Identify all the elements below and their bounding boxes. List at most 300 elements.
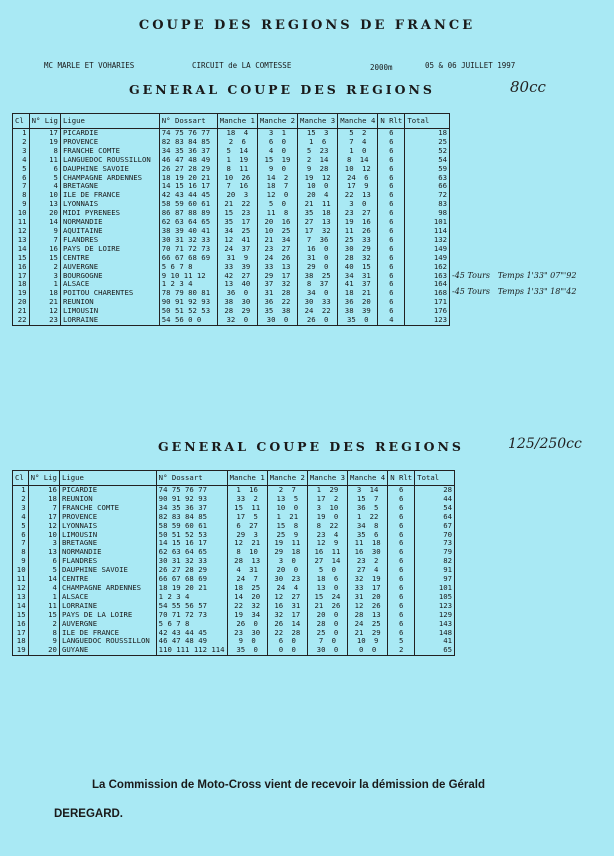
cell-moto-2: 18 7 (257, 182, 297, 191)
cell-moto-1: 5 14 (217, 147, 257, 156)
cell-moto-3: 21 26 (307, 602, 347, 611)
cell-rank: 17 (13, 272, 30, 281)
cell-moto-3: 31 0 (298, 254, 338, 263)
cell-league: PICARDIE (59, 486, 156, 495)
cell-total: 54 (415, 504, 455, 513)
cell-moto-4: 7 4 (338, 138, 378, 147)
cell-results-count: 6 (388, 531, 415, 540)
cell-rank: 21 (13, 307, 30, 316)
cell-bib-numbers: 78 79 80 81 (159, 289, 217, 298)
cell-total: 123 (415, 602, 455, 611)
cell-moto-2: 10 25 (257, 227, 297, 236)
cell-rank: 16 (13, 263, 30, 272)
cell-moto-4: 3 14 (348, 486, 388, 495)
cell-rank: 1 (13, 486, 29, 495)
table-row (13, 548, 455, 557)
cell-moto-3: 20 4 (298, 191, 338, 200)
cell-moto-4: 5 2 (338, 129, 378, 138)
cell-league-no: 6 (28, 557, 59, 566)
cell-league-no: 16 (28, 486, 59, 495)
cell-moto-3: 12 9 (307, 539, 347, 548)
cell-league: LORRAINE (59, 602, 156, 611)
table-row (13, 522, 455, 531)
cell-bib-numbers: 62 63 64 65 (159, 218, 217, 227)
cell-moto-1: 28 29 (217, 307, 257, 316)
cell-bib-numbers: 14 15 16 17 (156, 539, 227, 548)
cell-rank: 10 (13, 566, 29, 575)
cell-results-count: 6 (388, 486, 415, 495)
cell-moto-1: 20 3 (217, 191, 257, 200)
cell-results-count: 6 (378, 307, 405, 316)
cell-moto-2: 31 28 (257, 289, 297, 298)
table-row (13, 147, 450, 156)
cell-moto-4: 10 9 (348, 637, 388, 646)
cell-bib-numbers: 34 35 36 37 (156, 504, 227, 513)
cell-bib-numbers: 66 67 68 69 (156, 575, 227, 584)
section1-class-note: 80cc (510, 78, 546, 96)
cell-bib-numbers: 82 83 84 85 (156, 513, 227, 522)
cell-moto-3: 8 22 (307, 522, 347, 531)
cell-bib-numbers: 42 43 44 45 (156, 629, 227, 638)
cell-results-count: 6 (378, 218, 405, 227)
cell-league: LANGUEDOC ROUSSILLON (59, 637, 156, 646)
cell-results-count: 6 (388, 629, 415, 638)
cell-league: DAUPHINE SAVOIE (60, 165, 159, 174)
cell-rank: 3 (13, 504, 29, 513)
cell-moto-4: 32 19 (348, 575, 388, 584)
column-header-moto-3: Manche 3 (307, 471, 347, 486)
cell-league-no: 2 (29, 263, 60, 272)
cell-league-no: 12 (28, 522, 59, 531)
cell-moto-2: 33 13 (257, 263, 297, 272)
table-row (13, 165, 450, 174)
cell-league: FLANDRES (59, 557, 156, 566)
cell-league-no: 9 (28, 637, 59, 646)
cell-moto-4: 34 8 (348, 522, 388, 531)
cell-moto-2: 32 17 (267, 611, 307, 620)
cell-results-count: 6 (388, 593, 415, 602)
cell-results-count: 6 (378, 147, 405, 156)
cell-moto-2: 16 31 (267, 602, 307, 611)
cell-bib-numbers: 86 87 88 89 (159, 209, 217, 218)
cell-moto-2: 37 32 (257, 280, 297, 289)
cell-results-count: 6 (378, 236, 405, 245)
results-table-125-250cc (12, 470, 455, 656)
cell-moto-2: 29 18 (267, 548, 307, 557)
cell-rank: 1 (13, 129, 30, 138)
cell-moto-1: 19 34 (227, 611, 267, 620)
cell-bib-numbers: 18 19 20 21 (159, 174, 217, 183)
table-row (13, 245, 450, 254)
cell-moto-1: 29 3 (227, 531, 267, 540)
cell-moto-2: 1 21 (267, 513, 307, 522)
cell-moto-3: 26 0 (298, 316, 338, 325)
cell-league-no: 3 (28, 539, 59, 548)
cell-league: ALSACE (60, 280, 159, 289)
table-row (13, 566, 455, 575)
cell-league: POITOU CHARENTES (60, 289, 159, 298)
cell-total: 149 (405, 245, 450, 254)
cell-moto-1: 9 0 (227, 637, 267, 646)
cell-moto-1: 10 26 (217, 174, 257, 183)
cell-rank: 3 (13, 147, 30, 156)
cell-bib-numbers: 90 91 92 93 (159, 298, 217, 307)
cell-moto-3: 19 12 (298, 174, 338, 183)
cell-total: 164 (405, 280, 450, 289)
cell-rank: 5 (13, 165, 30, 174)
cell-results-count: 6 (378, 174, 405, 183)
table-row (13, 495, 455, 504)
cell-moto-2: 4 0 (257, 147, 297, 156)
cell-results-count: 6 (378, 156, 405, 165)
cell-moto-2: 24 4 (267, 584, 307, 593)
table-row (13, 236, 450, 245)
cell-results-count: 5 (388, 637, 415, 646)
cell-moto-1: 36 0 (217, 289, 257, 298)
cell-bib-numbers: 110 111 112 114 (156, 646, 227, 655)
cell-league-no: 4 (29, 182, 60, 191)
cell-bib-numbers: 82 83 84 85 (159, 138, 217, 147)
cell-moto-4: 24 6 (338, 174, 378, 183)
table-row (13, 298, 450, 307)
cell-moto-2: 15 19 (257, 156, 297, 165)
cell-moto-4: 23 2 (348, 557, 388, 566)
cell-moto-1: 14 20 (227, 593, 267, 602)
cell-bib-numbers: 9 10 11 12 (159, 272, 217, 281)
cell-total: 171 (405, 298, 450, 307)
cell-moto-4: 12 26 (348, 602, 388, 611)
cell-rank: 8 (13, 191, 30, 200)
cell-league: PROVENCE (60, 138, 159, 147)
results-table-80cc (12, 113, 450, 326)
cell-total: 168 (405, 289, 450, 298)
cell-total: 132 (405, 236, 450, 245)
cell-results-count: 6 (388, 602, 415, 611)
cell-moto-4: 40 15 (338, 263, 378, 272)
cell-moto-2: 19 11 (267, 539, 307, 548)
cell-moto-2: 10 0 (267, 504, 307, 513)
cell-results-count: 6 (378, 129, 405, 138)
footer-line-2: DEREGARD. (54, 808, 124, 820)
cell-moto-4: 15 7 (348, 495, 388, 504)
cell-moto-4: 41 37 (338, 280, 378, 289)
cell-moto-2: 29 17 (257, 272, 297, 281)
cell-bib-numbers: 34 35 36 37 (159, 147, 217, 156)
cell-moto-1: 34 25 (217, 227, 257, 236)
cell-league-no: 17 (28, 513, 59, 522)
cell-results-count: 6 (388, 504, 415, 513)
cell-results-count: 6 (388, 575, 415, 584)
column-header-moto-1: Manche 1 (227, 471, 267, 486)
table-row (13, 156, 450, 165)
cell-bib-numbers: 26 27 28 29 (159, 165, 217, 174)
cell-moto-4: 3 0 (338, 200, 378, 209)
cell-moto-3: 27 14 (307, 557, 347, 566)
cell-results-count: 6 (378, 280, 405, 289)
cell-bib-numbers: 62 63 64 65 (156, 548, 227, 557)
column-header-moto-2: Manche 2 (257, 114, 297, 129)
cell-moto-1: 26 0 (227, 620, 267, 629)
cell-moto-2: 6 0 (267, 637, 307, 646)
cell-league: LYONNAIS (60, 200, 159, 209)
cell-moto-4: 19 16 (338, 218, 378, 227)
cell-moto-3: 28 0 (307, 620, 347, 629)
cell-moto-4: 17 9 (338, 182, 378, 191)
cell-bib-numbers: 58 59 60 61 (156, 522, 227, 531)
cell-league-no: 8 (28, 629, 59, 638)
cell-moto-4: 10 12 (338, 165, 378, 174)
cell-total: 65 (415, 646, 455, 655)
table-row (13, 263, 450, 272)
cell-moto-3: 16 0 (298, 245, 338, 254)
cell-moto-3: 30 0 (307, 646, 347, 655)
cell-league: ILE DE FRANCE (59, 629, 156, 638)
cell-league-no: 15 (28, 611, 59, 620)
cell-total: 91 (415, 566, 455, 575)
cell-rank: 19 (13, 289, 30, 298)
cell-moto-1: 15 23 (217, 209, 257, 218)
column-header-total: Total (405, 114, 450, 129)
cell-moto-2: 15 8 (267, 522, 307, 531)
cell-moto-3: 1 6 (298, 138, 338, 147)
table-row (13, 200, 450, 209)
cell-bib-numbers: 18 19 20 21 (156, 584, 227, 593)
table-row (13, 182, 450, 191)
cell-rank: 16 (13, 620, 29, 629)
cell-total: 54 (405, 156, 450, 165)
cell-total: 59 (405, 165, 450, 174)
lap-note-1 (452, 271, 576, 280)
cell-league-no: 7 (28, 504, 59, 513)
cell-league-no: 6 (29, 165, 60, 174)
column-header-results-count: N Rlt (378, 114, 405, 129)
cell-bib-numbers: 74 75 76 77 (156, 486, 227, 495)
cell-moto-3: 17 32 (298, 227, 338, 236)
cell-moto-1: 21 22 (217, 200, 257, 209)
cell-moto-2: 12 27 (267, 593, 307, 602)
cell-total: 129 (415, 611, 455, 620)
cell-rank: 11 (13, 218, 30, 227)
cell-moto-4: 16 30 (348, 548, 388, 557)
cell-moto-3: 10 0 (298, 182, 338, 191)
table-row (13, 575, 455, 584)
organizer: MC MARLE ET VOHARIES (44, 61, 135, 70)
cell-moto-1: 32 0 (217, 316, 257, 325)
cell-moto-3: 5 0 (307, 566, 347, 575)
cell-moto-3: 18 6 (307, 575, 347, 584)
cell-moto-2: 30 23 (267, 575, 307, 584)
cell-moto-2: 23 27 (257, 245, 297, 254)
cell-total: 82 (415, 557, 455, 566)
cell-moto-3: 3 10 (307, 504, 347, 513)
table-row (13, 174, 450, 183)
cell-moto-3: 38 25 (298, 272, 338, 281)
cell-moto-4: 0 0 (348, 646, 388, 655)
cell-league: GUYANE (59, 646, 156, 655)
cell-league-no: 23 (29, 316, 60, 325)
cell-rank: 18 (13, 637, 29, 646)
cell-moto-3: 9 28 (298, 165, 338, 174)
cell-total: 101 (415, 584, 455, 593)
table-row (13, 504, 455, 513)
cell-moto-4: 28 32 (338, 254, 378, 263)
cell-league: PROVENCE (59, 513, 156, 522)
cell-moto-3: 15 3 (298, 129, 338, 138)
cell-league-no: 4 (28, 584, 59, 593)
cell-league: AUVERGNE (60, 263, 159, 272)
cell-results-count: 6 (378, 191, 405, 200)
cell-total: 44 (415, 495, 455, 504)
cell-moto-4: 1 22 (348, 513, 388, 522)
cell-moto-3: 17 2 (307, 495, 347, 504)
cell-league-no: 10 (28, 531, 59, 540)
section1-title: GENERAL COUPE DES REGIONS (129, 82, 435, 97)
cell-league-no: 17 (29, 129, 60, 138)
cell-league-no: 10 (29, 191, 60, 200)
cell-results-count: 6 (378, 209, 405, 218)
cell-total: 148 (415, 629, 455, 638)
cell-rank: 12 (13, 227, 30, 236)
cell-bib-numbers: 54 55 56 57 (156, 602, 227, 611)
cell-moto-2: 14 2 (257, 174, 297, 183)
cell-moto-1: 28 13 (227, 557, 267, 566)
column-header-league: Ligue (60, 114, 159, 129)
cell-moto-1: 4 31 (227, 566, 267, 575)
cell-moto-2: 9 0 (257, 165, 297, 174)
table-row (13, 138, 450, 147)
cell-rank: 15 (13, 254, 30, 263)
cell-moto-4: 23 27 (338, 209, 378, 218)
cell-rank: 15 (13, 611, 29, 620)
cell-league: PICARDIE (60, 129, 159, 138)
cell-moto-3: 25 0 (307, 629, 347, 638)
cell-total: 97 (415, 575, 455, 584)
cell-moto-3: 13 0 (307, 584, 347, 593)
cell-moto-4: 28 13 (348, 611, 388, 620)
cell-bib-numbers: 58 59 60 61 (159, 200, 217, 209)
cell-moto-2: 30 0 (257, 316, 297, 325)
table-row (13, 584, 455, 593)
cell-moto-1: 8 11 (217, 165, 257, 174)
cell-bib-numbers: 54 56 0 0 (159, 316, 217, 325)
cell-bib-numbers: 70 71 72 73 (159, 245, 217, 254)
column-header-moto-3: Manche 3 (298, 114, 338, 129)
table-row (13, 272, 450, 281)
cell-league-no: 3 (29, 272, 60, 281)
cell-moto-3: 29 0 (298, 263, 338, 272)
table-row (13, 629, 455, 638)
cell-moto-2: 26 14 (267, 620, 307, 629)
cell-league: CENTRE (59, 575, 156, 584)
cell-moto-1: 13 40 (217, 280, 257, 289)
cell-results-count: 6 (378, 227, 405, 236)
column-header-league-no: N° Lig (29, 114, 60, 129)
cell-league: AUVERGNE (59, 620, 156, 629)
cell-moto-1: 42 27 (217, 272, 257, 281)
cell-results-count: 6 (378, 272, 405, 281)
cell-total: 114 (405, 227, 450, 236)
cell-league: CHAMPAGNE ARDENNES (60, 174, 159, 183)
cell-moto-2: 13 5 (267, 495, 307, 504)
cell-league-no: 1 (28, 593, 59, 602)
table-row (13, 531, 455, 540)
cell-moto-4: 35 0 (338, 316, 378, 325)
table-row (13, 611, 455, 620)
cell-moto-2: 24 26 (257, 254, 297, 263)
cell-total: 98 (405, 209, 450, 218)
table-row (13, 218, 450, 227)
cell-moto-2: 12 0 (257, 191, 297, 200)
cell-league-no: 14 (29, 218, 60, 227)
column-header-league: Ligue (59, 471, 156, 486)
cell-league-no: 13 (28, 548, 59, 557)
cell-league: BRETAGNE (60, 182, 159, 191)
cell-league: BRETAGNE (59, 539, 156, 548)
cell-results-count: 6 (378, 245, 405, 254)
cell-league: CHAMPAGNE ARDENNES (59, 584, 156, 593)
cell-moto-4: 38 39 (338, 307, 378, 316)
cell-league: FRANCHE COMTE (60, 147, 159, 156)
table-row (13, 593, 455, 602)
cell-results-count: 6 (388, 557, 415, 566)
cell-moto-2: 5 0 (257, 200, 297, 209)
cell-league: LYONNAIS (59, 522, 156, 531)
cell-results-count: 6 (378, 200, 405, 209)
cell-moto-1: 38 30 (217, 298, 257, 307)
section2-class-note: 125/250cc (508, 436, 582, 452)
cell-league: NORMANDIE (60, 218, 159, 227)
footer-line-1: La Commission de Moto-Cross vient de recevoir la démission de Gérald (92, 779, 486, 791)
table-row (13, 602, 455, 611)
column-header-rank: Cl (13, 471, 29, 486)
cell-league: LIMOUSIN (59, 531, 156, 540)
cell-league: MIDI PYRENEES (60, 209, 159, 218)
cell-moto-1: 2 6 (217, 138, 257, 147)
cell-moto-3: 35 18 (298, 209, 338, 218)
cell-league: REUNION (59, 495, 156, 504)
cell-total: 79 (415, 548, 455, 557)
cell-league: CENTRE (60, 254, 159, 263)
cell-moto-3: 24 22 (298, 307, 338, 316)
cell-bib-numbers: 74 75 76 77 (159, 129, 217, 138)
cell-moto-2: 2 7 (267, 486, 307, 495)
cell-moto-4: 11 26 (338, 227, 378, 236)
cell-moto-1: 22 32 (227, 602, 267, 611)
cell-moto-1: 7 16 (217, 182, 257, 191)
cell-moto-1: 33 39 (217, 263, 257, 272)
cell-league-no: 11 (29, 156, 60, 165)
cell-moto-1: 15 11 (227, 504, 267, 513)
cell-moto-4: 22 13 (338, 191, 378, 200)
cell-rank: 17 (13, 629, 29, 638)
column-header-moto-4: Manche 4 (348, 471, 388, 486)
cell-total: 149 (405, 254, 450, 263)
cell-moto-1: 35 0 (227, 646, 267, 655)
cell-moto-2: 0 0 (267, 646, 307, 655)
cell-league-no: 16 (29, 245, 60, 254)
cell-results-count: 6 (388, 566, 415, 575)
cell-league-no: 20 (29, 209, 60, 218)
cell-rank: 20 (13, 298, 30, 307)
cell-total: 63 (405, 174, 450, 183)
cell-rank: 6 (13, 174, 30, 183)
column-header-moto-2: Manche 2 (267, 471, 307, 486)
cell-league: BOURGOGNE (60, 272, 159, 281)
cell-league-no: 8 (29, 147, 60, 156)
cell-league: ILE DE FRANCE (60, 191, 159, 200)
cell-total: 162 (405, 263, 450, 272)
cell-results-count: 6 (388, 584, 415, 593)
